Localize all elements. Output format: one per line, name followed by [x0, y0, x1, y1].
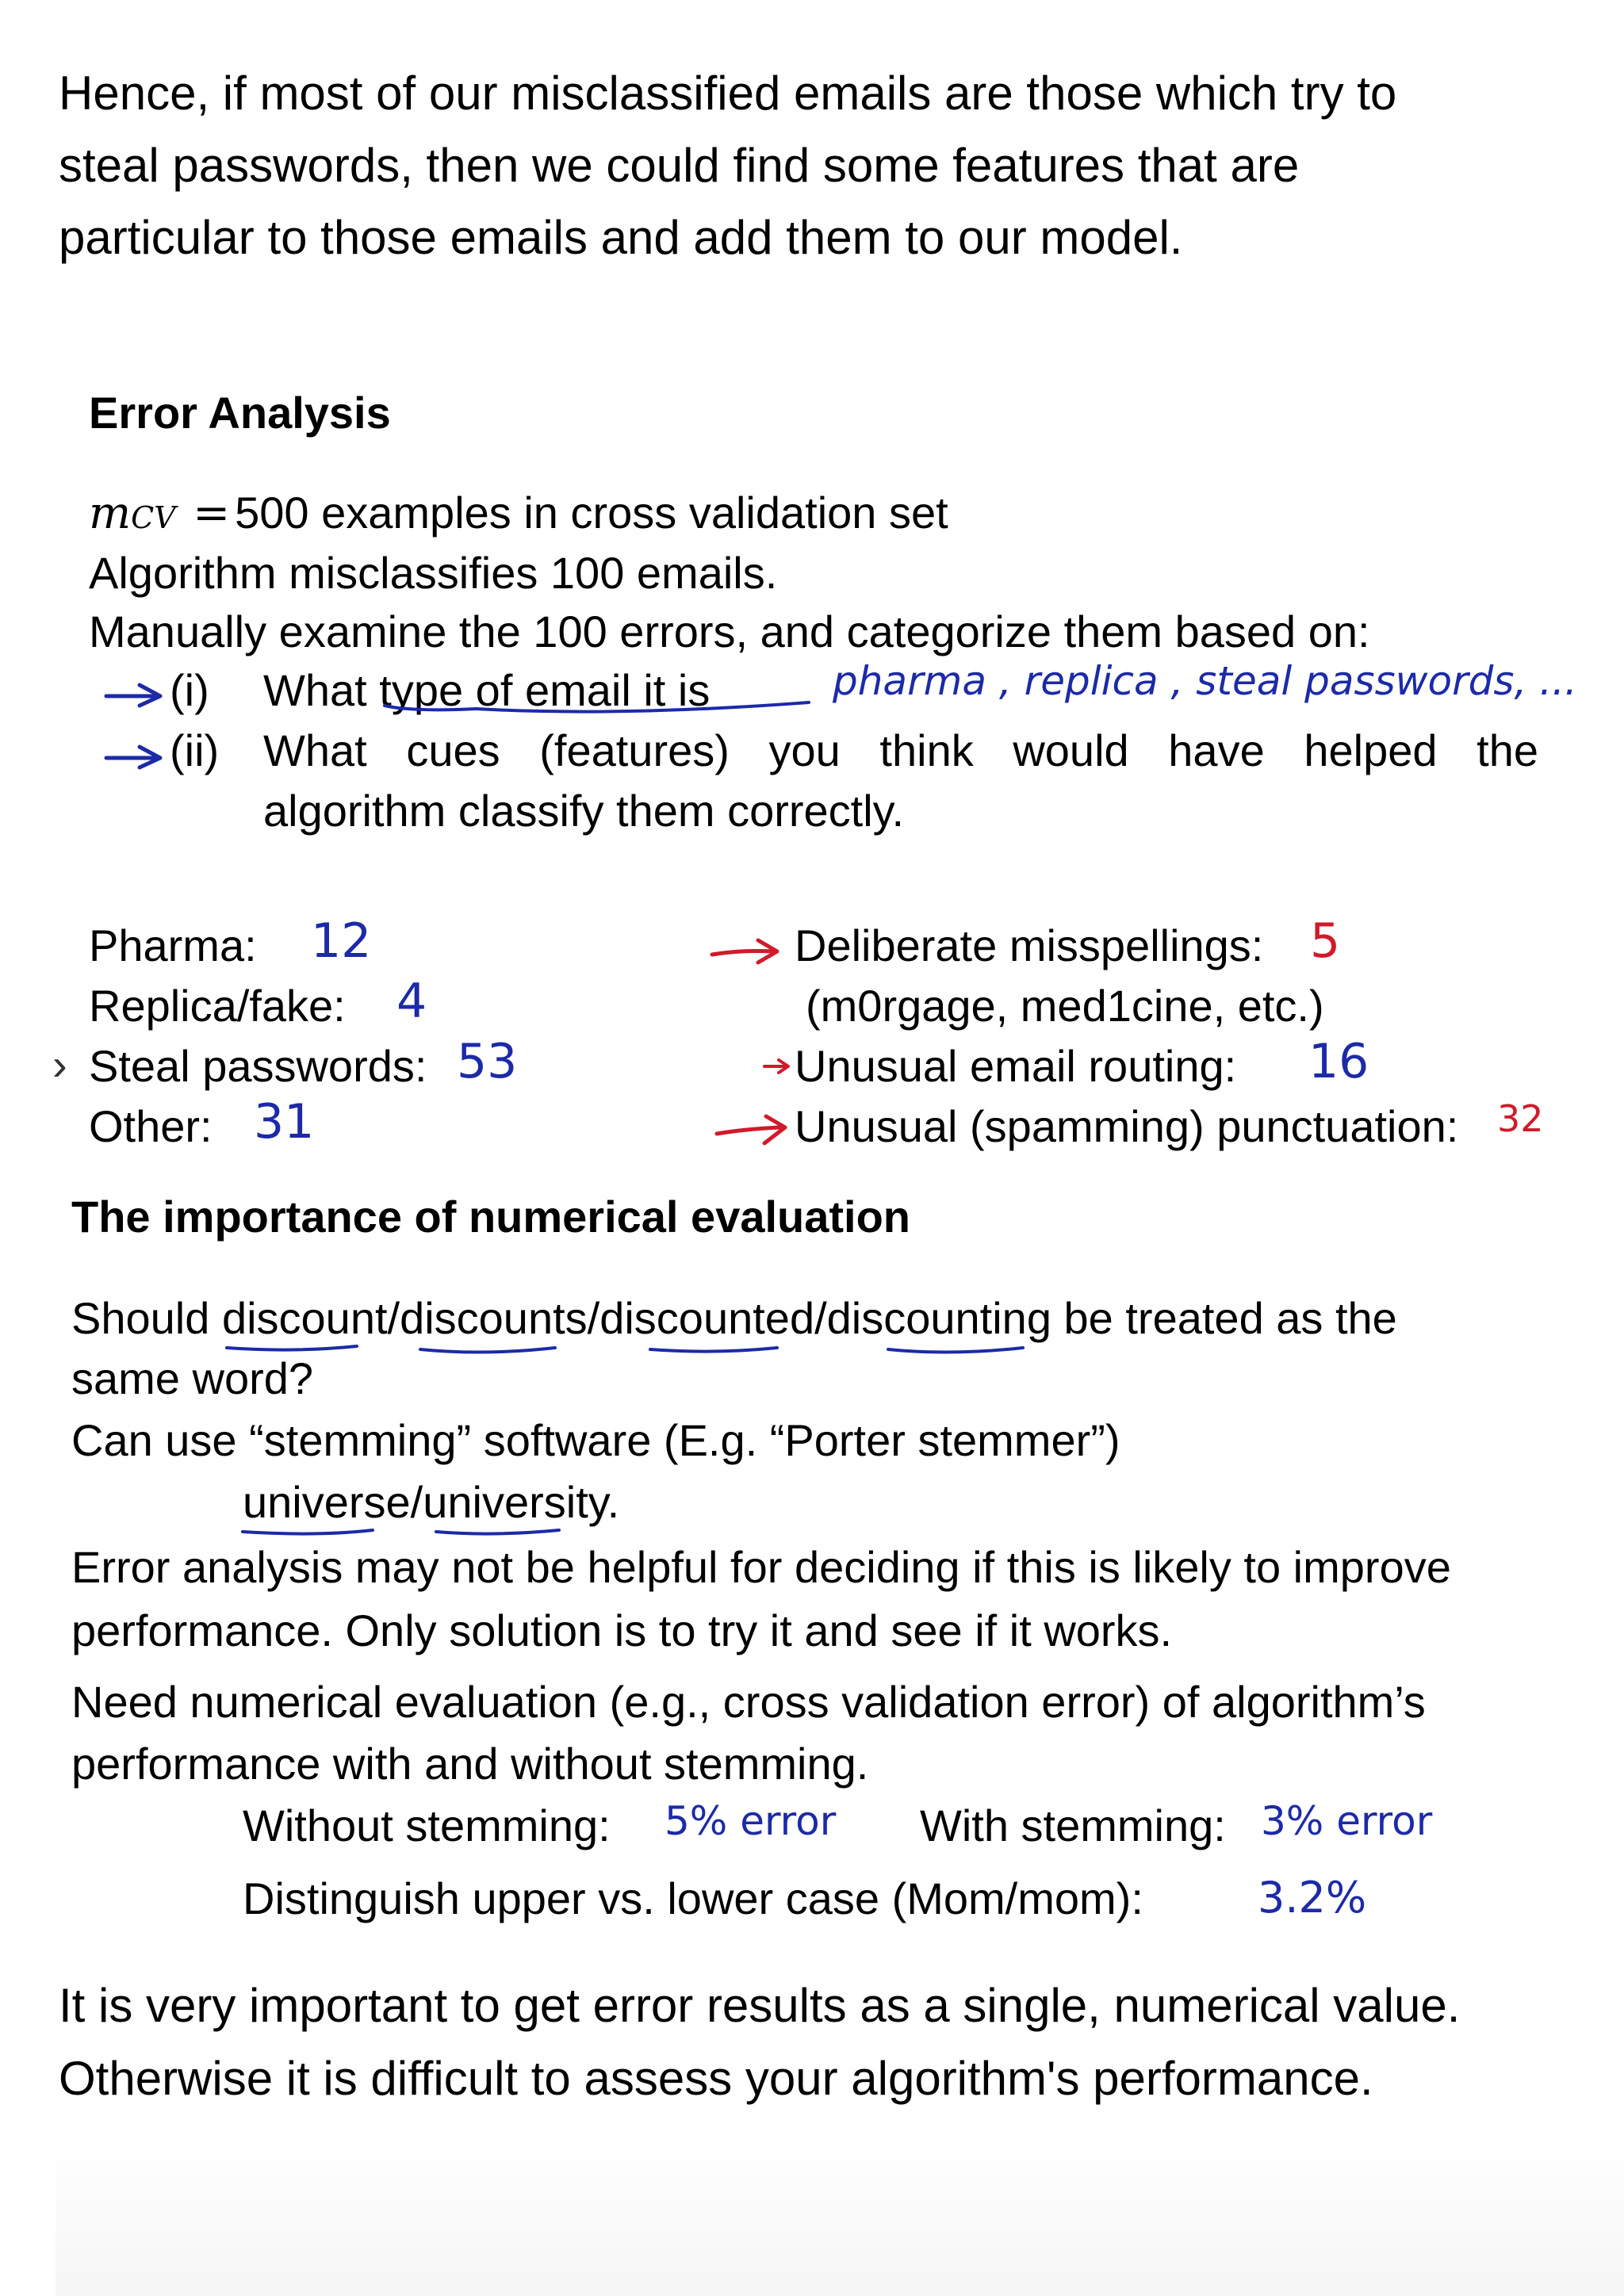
word-slash-1: /	[387, 1293, 400, 1343]
category-pharma-count: 12	[311, 913, 372, 969]
mcv-line	[89, 487, 948, 539]
cue-1-label: Deliberate misspellings:	[795, 920, 1264, 970]
discount-question-post: be treated as the	[1051, 1293, 1397, 1343]
item-1-text-post: of email it is	[463, 665, 710, 715]
word-discounted: discounted	[599, 1293, 815, 1343]
item-1-text-pre: What	[263, 665, 380, 715]
discount-question-line-1	[71, 1292, 1397, 1344]
category-marker-icon: ›	[52, 1039, 67, 1089]
misclassify-line: Algorithm misclassifies 100 emails.	[89, 548, 778, 598]
universe-period: .	[607, 1477, 620, 1527]
intro-line-3: particular to those emails and add them to our model.	[59, 211, 1183, 264]
item-1-number: (i)	[170, 665, 209, 715]
cue-1-arrow-icon	[709, 936, 788, 967]
numerical-title: The importance of numerical evaluation	[71, 1192, 911, 1242]
universe-slash: /	[410, 1477, 423, 1527]
case-distinguish-value: 3.2%	[1258, 1873, 1367, 1923]
category-other-count: 31	[254, 1094, 315, 1150]
need-evaluation-line-2: performance with and without stemming.	[71, 1739, 869, 1789]
cue-2-arrow-icon	[761, 1054, 796, 1078]
with-stemming-value: 3% error	[1261, 1798, 1433, 1844]
item-2-number: (ii)	[170, 725, 220, 775]
cue-2-label: Unusual email routing:	[795, 1041, 1237, 1091]
discount-underlines-annotation	[222, 1340, 1047, 1364]
item-1-type-word: type	[379, 665, 464, 715]
cue-1-count: 5	[1310, 913, 1341, 969]
mcv-subscript: CV	[131, 500, 176, 535]
case-distinguish-label: Distinguish upper vs. lower case (Mom/mom):	[243, 1873, 1143, 1923]
word-discount: discount	[221, 1293, 388, 1343]
category-other-label: Other:	[89, 1101, 213, 1151]
intro-line-1: Hence, if most of our misclassified emails are those which try to	[59, 67, 1397, 120]
page-bottom-fade	[56, 2133, 1624, 2296]
word-slash-2: /	[587, 1293, 600, 1343]
mcv-equals: =	[193, 488, 231, 539]
cue-3-label: Unusual (spamming) punctuation:	[795, 1101, 1459, 1151]
need-evaluation-line-1: Need numerical evaluation (e.g., cross validation error) of algorithm’s	[71, 1677, 1426, 1727]
universe-underlines-annotation	[238, 1524, 571, 1543]
error-analysis-note-line-1: Error analysis may not be helpful for deciding if this is likely to improve	[71, 1542, 1451, 1592]
type-underline-annotation	[381, 699, 825, 723]
with-stemming-label: With stemming:	[920, 1800, 1226, 1850]
cue-1-examples: (m0rgage, med1cine, etc.)	[806, 981, 1324, 1031]
word-university: university	[423, 1477, 607, 1527]
item-2-text-line-1: What cues (features) you think would have helped the	[263, 725, 1538, 775]
category-steal-count: 53	[457, 1034, 518, 1089]
error-analysis-title: Error Analysis	[89, 388, 391, 438]
mcv-symbol: m	[89, 488, 132, 539]
conclusion-line-2: Otherwise it is difficult to assess your algorithm's performance.	[59, 2052, 1373, 2105]
word-discounting: discounting	[826, 1293, 1051, 1343]
universe-line	[243, 1476, 619, 1528]
stemming-line: Can use “stemming” software (E.g. “Porter stemmer”)	[71, 1415, 1120, 1465]
without-stemming-value: 5% error	[665, 1798, 837, 1844]
discount-question-pre: Should	[71, 1293, 222, 1343]
category-pharma-label: Pharma:	[89, 920, 257, 970]
item-2-arrow-icon	[103, 740, 170, 772]
category-replica-count: 4	[396, 974, 427, 1029]
category-steal-label: Steal passwords:	[89, 1041, 427, 1091]
error-analysis-note-line-2: performance. Only solution is to try it and see if it works.	[71, 1605, 1173, 1655]
item-2-text-line-2: algorithm classify them correctly.	[263, 786, 905, 836]
intro-line-2: steal passwords, then we could find some features that are	[59, 139, 1300, 192]
email-type-annotation: pharma , replica , steal passwords, ...	[833, 658, 1577, 704]
examine-line: Manually examine the 100 errors, and categorize them based on:	[89, 607, 1370, 656]
mcv-text: 500 examples in cross validation set	[235, 488, 948, 538]
word-slash-3: /	[814, 1293, 827, 1343]
word-universe: universe	[243, 1477, 411, 1527]
without-stemming-label: Without stemming:	[243, 1800, 611, 1850]
item-1-arrow-icon	[103, 679, 170, 710]
cue-2-count: 16	[1308, 1034, 1369, 1089]
discount-question-line-2: same word?	[71, 1353, 314, 1403]
cue-3-arrow-icon	[714, 1112, 793, 1151]
conclusion-line-1: It is very important to get error results as a single, numerical value.	[59, 1979, 1461, 2032]
word-discounts: discounts	[400, 1293, 588, 1343]
cue-3-count: 32	[1497, 1097, 1544, 1140]
category-replica-label: Replica/fake:	[89, 981, 346, 1031]
